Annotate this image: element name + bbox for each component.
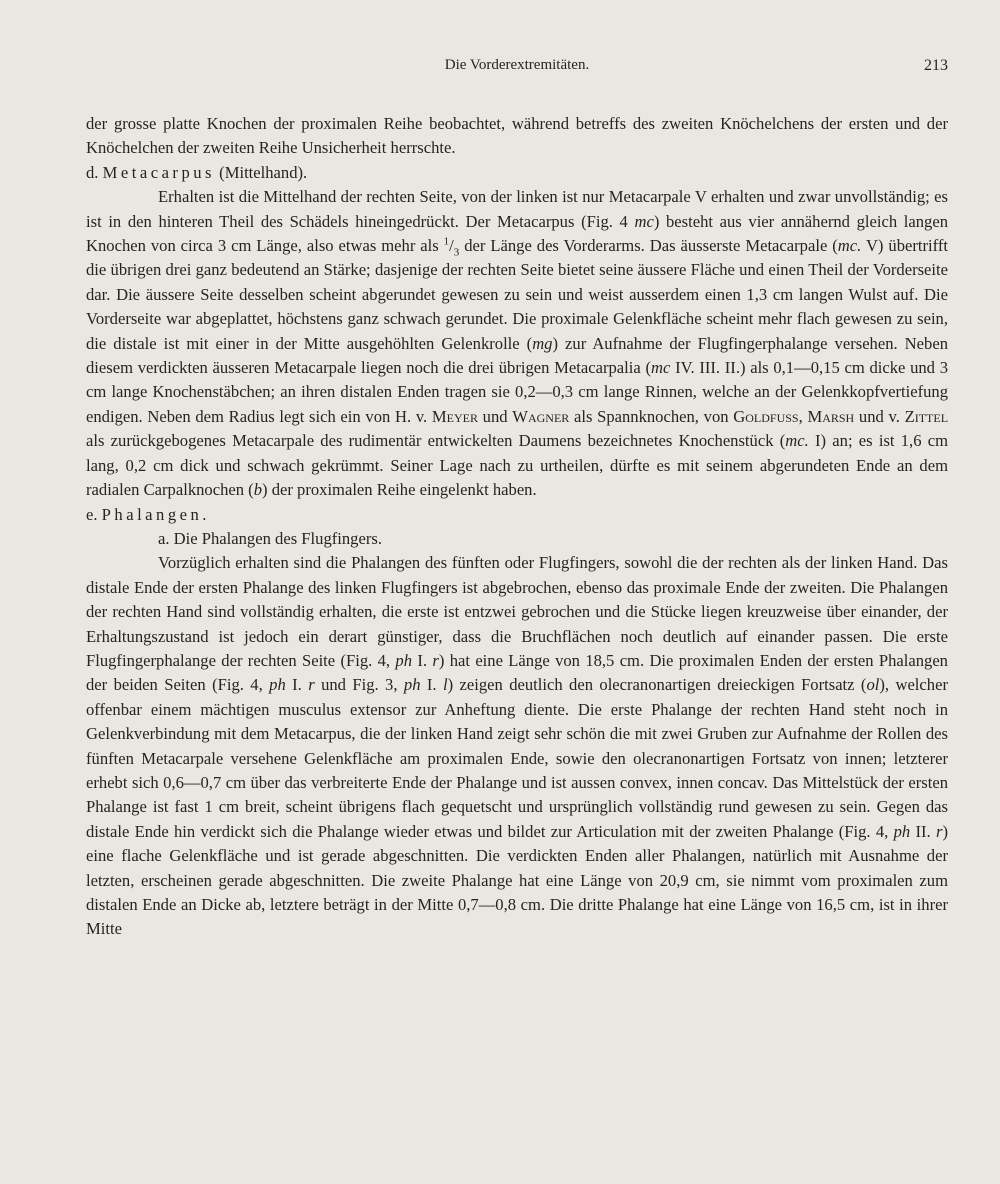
text-run: ) eine flache Gelenkfläche und ist gerade abgeschnitten. Die verdickten Enden aller Phalangen, natürlich mit Ausnahme der letzten, erscheinen gerade abgeschnitten. Die zweite Phalange hat eine Länge von 20,9 cm, sie nimmt vom proximalen zum distalen Ende an Dicke ab, letztere beträgt in der Mitte 0,7—0,8 cm. Die dritte Phalange hat eine Länge von 16,5 cm, ist in ihrer Mitte [86, 821, 949, 939]
text-run: , [798, 406, 808, 426]
section-title: Metacarpus [102, 162, 216, 182]
abbrev-ph: ph [395, 650, 413, 670]
text-run: I. [420, 675, 443, 695]
section-heading-phalangen [86, 503, 948, 527]
abbrev-mc: mc [651, 358, 671, 378]
text-run: I. [285, 675, 309, 695]
text-run: und v. [854, 406, 905, 426]
body-text [86, 112, 948, 942]
abbrev-r: r [936, 821, 943, 841]
abbrev-l: l [442, 675, 448, 695]
text-run: IV. III. II.) als 0,1—0,15 cm dicke und 3 cm lange Knochenstäbchen; an ihren distalen Enden tragen sie 0,2—0,3 cm lange Rinnen, welche an der Gelenkkopfvertiefung endigen. Neben dem Radius legt sich ein von H. v. [86, 358, 948, 426]
text-run: ) zeigen deutlich den olecranonartigen dreieckigen Fortsatz ( [447, 675, 867, 695]
section-label: d. [86, 162, 99, 182]
abbrev-ph: ph [269, 675, 286, 695]
running-title: Die Vorderextremitäten. [444, 57, 590, 73]
fraction-numerator: 1 [443, 235, 450, 248]
section-title: Phalangen. [101, 504, 210, 524]
author-name: Marsh [807, 406, 855, 426]
abbrev-r: r [308, 675, 315, 695]
text-run: und Fig. 3, [314, 675, 404, 695]
section-heading-metacarpus [86, 161, 948, 185]
running-header [86, 57, 948, 79]
text-run: Erhalten ist die Mittelhand der rechten Seite, von der linken ist nur Metacarpale V erhalten und zwar unvollständig; es ist in den hinteren Theil des Schädels hineingedrückt. Der Metacarpus (Fig. 4 [86, 187, 948, 231]
text-run: I. [412, 650, 433, 670]
fraction-denominator: 3 [453, 246, 460, 259]
section-subtitle: (Mittelhand). [219, 162, 308, 182]
text-run: ) hat eine Länge von 18,5 cm. Die proximalen Enden der ersten Phalangen der beiden Seiten (Fig. 4, [86, 650, 948, 695]
text-run: II. [910, 821, 937, 841]
author-name: Wagner [512, 406, 570, 426]
section-label: e. [86, 504, 98, 524]
continuation-paragraph: der grosse platte Knochen der proximalen Reihe beobachtet, während betreffs des zweiten Knöchelchens der ersten und der Knöchelchen der zweiten Reihe Unsicherheit herrschte. [86, 114, 948, 158]
text-run: ) besteht aus vier annähernd gleich langen Knochen von circa 3 cm Länge, also etwas mehr als [86, 211, 948, 256]
text-run: Vorzüglich erhalten sind die Phalangen des fünften oder Flugfingers, sowohl die der rechten als der linken Hand. Das distale Ende der ersten Phalange des linken Flugfingers ist abgebrochen, ebenso das proximale Ende der zweiten. Die Phalangen der rechten Hand sind vollständig erhalten, die erste ist entzwei gebrochen und die Stücke liegen kreuzweise über einander, der Erhaltungszustand ist jedoch ein derart günstiger, dass die Bruchflächen noch deutlich auf einander passen. Die erste Flugfingerphalange der rechten Seite (Fig. 4, [86, 553, 948, 670]
abbrev-mg: mg [532, 333, 553, 353]
text-run: als Spannknochen, von [569, 406, 734, 426]
abbrev-mc: mc. [785, 431, 809, 451]
abbrev-ol: ol [866, 675, 880, 695]
abbrev-mc: mc [634, 211, 654, 231]
author-name: Goldfuss [733, 406, 799, 426]
author-name: Zittel [904, 406, 949, 426]
text-run: V) übertrifft die übrigen drei ganz bedeutend an Stärke; dasjenige der rechten Seite bietet seine äussere Fläche und einen Theil der Vorderseite dar. Die äussere Seite desselben scheint abgerundet gewesen zu sein und weist ausserdem einen 1,3 cm langen Wulst auf. Die Vorderseite war abgeplattet, höchstens ganz schwach gerundet. Die proximale Gelenkfläche scheint mehr flach gewesen zu sein, die distale ist mit einer in der Mitte ausgehöhlten Gelenkrolle ( [86, 236, 948, 353]
abbrev-r: r [432, 650, 439, 670]
text-run: I) an; es ist 1,6 cm lang, 0,2 cm dick und schwach gekrümmt. Seiner Lage nach zu urtheilen, dürfte es mit seinem abgerundeten Ende an dem radialen Carpalknochen ( [86, 431, 948, 500]
metacarpus-paragraph: Erhalten ist die Mittelhand der rechten Seite, von der linken ist nur Metacarpale V erhalten und zwar unvollständig; es ist in den hinteren Theil des Schädels hineingedrückt. Der Metacarpus (Fig. 4 mc) besteht aus vier annähernd gleich langen Knochen von circa 3 cm Länge, also etwas mehr als $^1/_3$ der Länge des Vorderarms. Das äusserste Metacarpale (mc. V) übertrifft die übrigen drei ganz bedeutend an Stärke; dasjenige der rechten Seite bietet seine äussere Fläche und einen Theil der Vorderseite dar. Die äussere Seite desselben scheint abgerundet gewesen zu sein und weist ausserdem einen 1,3 cm langen Wulst auf. Die Vorderseite war abgeplattet, höchstens ganz schwach gerundet. Die proximale Gelenkfläche scheint mehr flach gewesen zu sein, die distale ist mit einer in der Mitte ausgehöhlten Gelenkrolle (mg) zur Aufnahme der Flugfingerphalange versehen. Neben diesem verdickten äusseren Metacarpale liegen noch die drei übrigen Metacarpalia (mc IV. III. II.) als 0,1—0,15 cm dicke und 3 cm lange Knochenstäbchen; an ihren distalen Enden tragen sie 0,2—0,3 cm lange Rinnen, welche an der Gelenkkopfvertiefung endigen. Neben dem Radius legt sich ein von H. v. Meyer und Wagner als Spannknochen, von Goldfuss, Marsh und v. Zittel als zurückgebogenes Metacarpale des rudimentär entwickelten Daumens bezeichnetes Knochenstück (mc. I) an; es ist 1,6 cm lang, 0,2 cm dick und schwach gekrümmt. Seiner Lage nach zu urtheilen, dürfte es mit seinem abgerundeten Ende an dem radialen Carpalknochen (b) der proximalen Reihe eingelenkt haben. [86, 187, 949, 500]
abbrev-mc: mc. [837, 236, 862, 256]
text-run: als zurückgebogenes Metacarpale des rudimentär entwickelten Daumens bezeichnetes Knochenstück ( [86, 431, 786, 451]
page-number: 213 [924, 57, 948, 74]
text-run: ), welcher offenbar einem mächtigen musculus extensor zur Anheftung diente. Die erste Phalange der rechten Hand steht noch in Gelenkverbindung mit dem Metacarpus, die der linken Hand zeigt sehr schön die mit zwei Gruben zur Aufnahme der Rollen des fünften Metacarpale versehene Gelenkfläche am proximalen Ende, sowie den olecranonartigen Fortsatz von innen; letzterer erhebt sich 0,6—0,7 cm über das verbreiterte Ende der Phalange und ist aussen convex, innen concav. Das Mittelstück der ersten Phalange ist fast 1 cm breit, scheint übrigens flach gequetscht und ursprünglich vollständig rund gewesen zu sein. Gegen das distale Ende hin verdickt sich die Phalange wieder etwas und bildet zur Articulation mit der zweiten Phalange (Fig. 4, [86, 675, 948, 841]
abbrev-ph: ph [893, 821, 911, 841]
text-run: und [477, 406, 513, 426]
abbrev-b: b [253, 480, 263, 500]
abbrev-ph: ph [403, 675, 421, 695]
author-name: Meyer [431, 406, 478, 426]
subsection-heading: a. Die Phalangen des Flugfingers. [158, 528, 382, 548]
text-run: ) der proximalen Reihe eingelenkt haben. [262, 480, 537, 500]
text-run: der Länge des Vorderarms. Das äusserste Metacarpale ( [459, 236, 838, 256]
phalangen-paragraph [86, 551, 948, 942]
text-run: ) zur Aufnahme der Flugfingerphalange versehen. Neben diesem verdickten äusseren Metacarpale liegen noch die drei übrigen Metacarpalia ( [86, 333, 948, 378]
